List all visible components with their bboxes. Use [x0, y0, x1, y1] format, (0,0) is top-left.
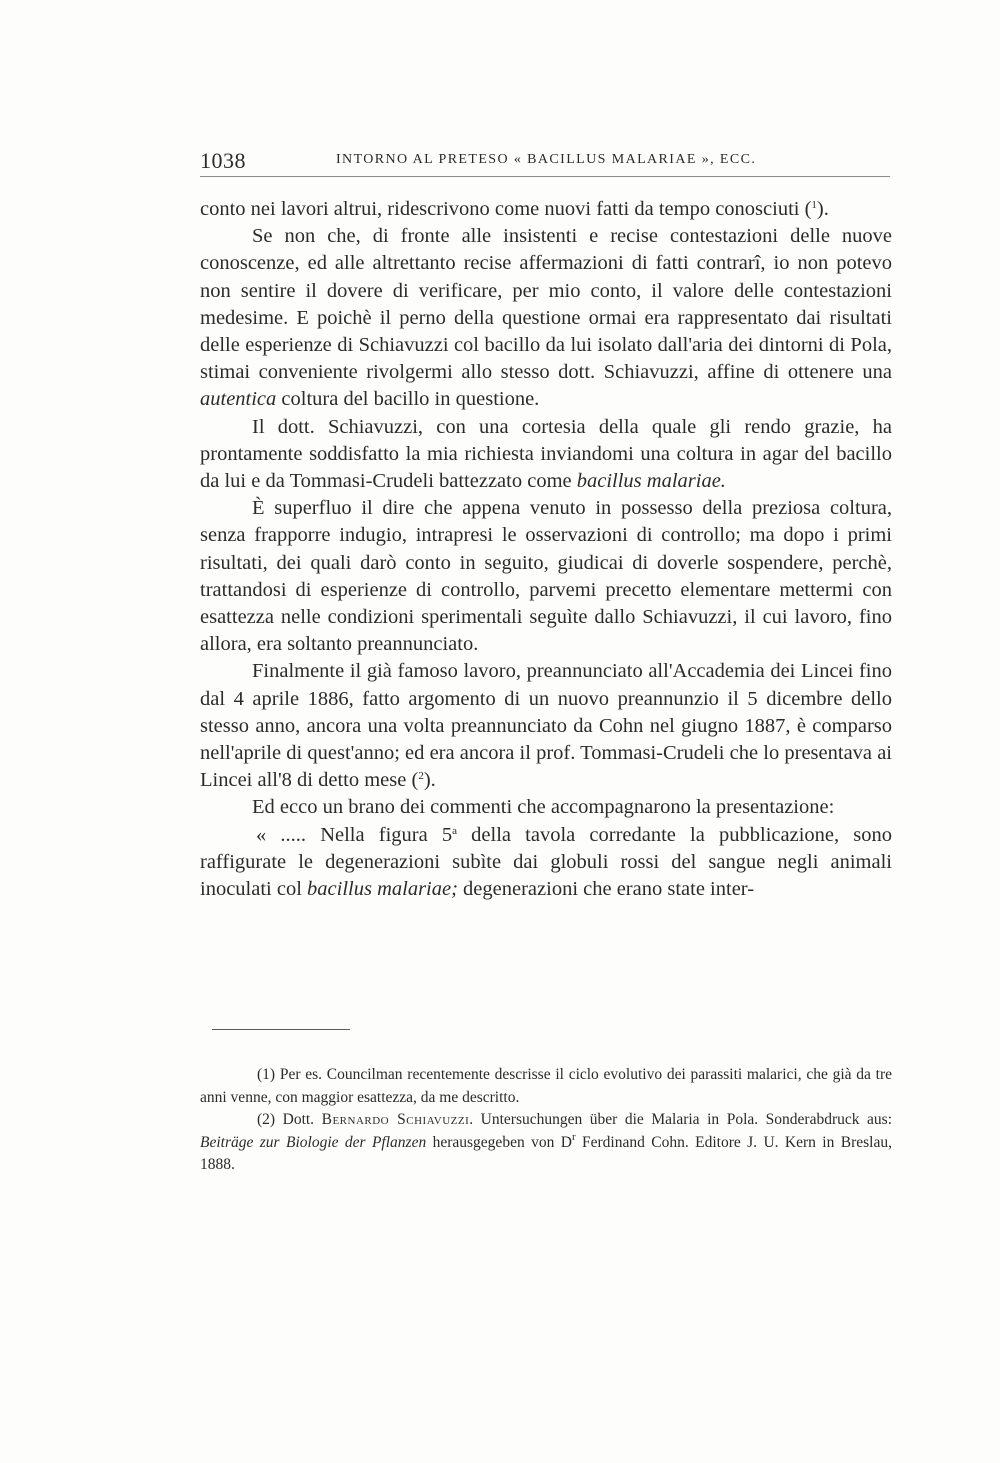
quoted-passage	[200, 822, 892, 904]
header-rule	[200, 176, 890, 177]
paragraph-2-text-b: coltura del bacillo in questione.	[276, 388, 540, 411]
footnote-1	[200, 1064, 892, 1109]
paragraph-5-text: Finalmente il già famoso lavoro, preannunciato all'Accademia dei Lincei fino dal 4 aprile 1886, fatto argomento di un nuovo preannunzio il 5 dicembre dello stesso anno, ancora una volta preannunciato da Cohn nel giugno 1887, è comparso nell'aprile di quest'anno; ed era ancora il prof. Tommasi-Crudeli che lo presentava ai Lincei all'8 di detto mese (	[200, 660, 892, 792]
paragraph-5-end: ).	[423, 769, 436, 792]
footnote-2-superscript: r	[571, 1130, 576, 1143]
paragraph-5	[200, 658, 892, 794]
page-header	[200, 148, 890, 174]
footnote-2-italic-title: Beiträge zur Biologie der Pflanzen	[200, 1133, 427, 1151]
footnote-2-author: Bernardo Schiavuzzi	[321, 1111, 470, 1128]
body-text	[200, 196, 892, 903]
footnote-2-text-b: . Untersuchungen über die Malaria in Pola. Sonderabdruck aus:	[469, 1111, 893, 1128]
quote-text-a: « ..... Nella figura 5	[256, 823, 453, 846]
paragraph-3	[200, 414, 892, 496]
paragraph-4-text: È superfluo il dire che appena venuto in possesso della preziosa coltura, senza frapporre indugio, intrapresi le osservazioni di controllo; ma dopo i primi risultati, dei quali darò conto in seguito, giudicai di doverle sospendere, perchè, trattandosi di esperienze di controllo, parvemi precetto elementare mettermi con esattezza nelle condizioni sperimentali seguìte dallo Schiavuzzi, il cui lavoro, fino allora, era soltanto preannunciato.	[200, 497, 892, 656]
paragraph-6-text: Ed ecco un brano dei commenti che accompagnarono la presentazione:	[252, 796, 835, 819]
footnotes	[200, 1064, 892, 1177]
paragraph-2-italic: autentica	[200, 388, 277, 411]
paragraph-1	[200, 196, 892, 223]
paragraph-3-text-a: Il dott. Schiavuzzi, con una cortesia della quale gli rendo grazie, ha prontamente soddisfatto la mia richiesta inviandomi una coltura in agar del bacillo da lui e da Tommasi-Crudeli battezzato come	[200, 415, 892, 493]
paragraph-2	[200, 223, 892, 413]
paragraph-1-end: ).	[816, 198, 829, 220]
quote-italic: bacillus malariae;	[307, 878, 458, 901]
footnote-2-text-c: herausgegeben von D	[426, 1133, 572, 1151]
footnote-ref-1: 1	[811, 199, 817, 211]
quote-text-c: degenerazioni che erano state inter-	[457, 878, 755, 901]
running-head: INTORNO AL PRETESO « BACILLUS MALARIAE », ECC.	[336, 152, 757, 167]
footnote-1-text: Per es. Councilman recentemente descrisse il ciclo evolutivo dei parassiti malarici, che già da tre anni venne, con maggior esattezza, da me descritto.	[200, 1066, 892, 1106]
paragraph-4	[200, 495, 892, 658]
page-number: 1038	[200, 148, 246, 173]
footnote-2-text-d: Ferdinand Cohn. Editore J. U. Kern in Breslau, 1888.	[200, 1133, 892, 1173]
paragraph-2-text-a: Se non che, di fronte alle insistenti e recise contestazioni delle nuove conoscenze, ed alle altrettanto recise affermazioni di fatti contrarî, io non potevo non sentire il dovere di verificare, per mio conto, il valore delle contestazioni medesime. E poichè il perno della questione ormai era rappresentato dai risultati delle esperienze di Schiavuzzi col bacillo da lui isolato dall'aria dei dintorni di Pola, stimai conveniente rivolgermi allo stesso dott. Schiavuzzi, affine di ottenere una	[200, 225, 892, 384]
quote-text-b: della tavola corredante la pubblicazione, sono raffigurate le degenerazioni subìte dai globuli rossi del sangue negli animali inoculati col	[200, 823, 892, 901]
quote-superscript: a	[452, 824, 457, 837]
footnote-ref-2: 2	[418, 770, 424, 783]
paragraph-6	[200, 794, 892, 821]
paragraph-3-italic: bacillus malariae.	[576, 470, 726, 493]
footnote-1-mark: (1)	[257, 1066, 276, 1083]
paragraph-1-text: conto nei lavori altrui, ridescrivono come nuovi fatti da tempo conosciuti (	[200, 198, 812, 220]
footnote-2-mark: (2)	[257, 1111, 276, 1128]
footnote-rule	[212, 1029, 350, 1030]
footnote-2	[200, 1109, 892, 1177]
footnote-2-text-a: Dott.	[275, 1111, 322, 1128]
